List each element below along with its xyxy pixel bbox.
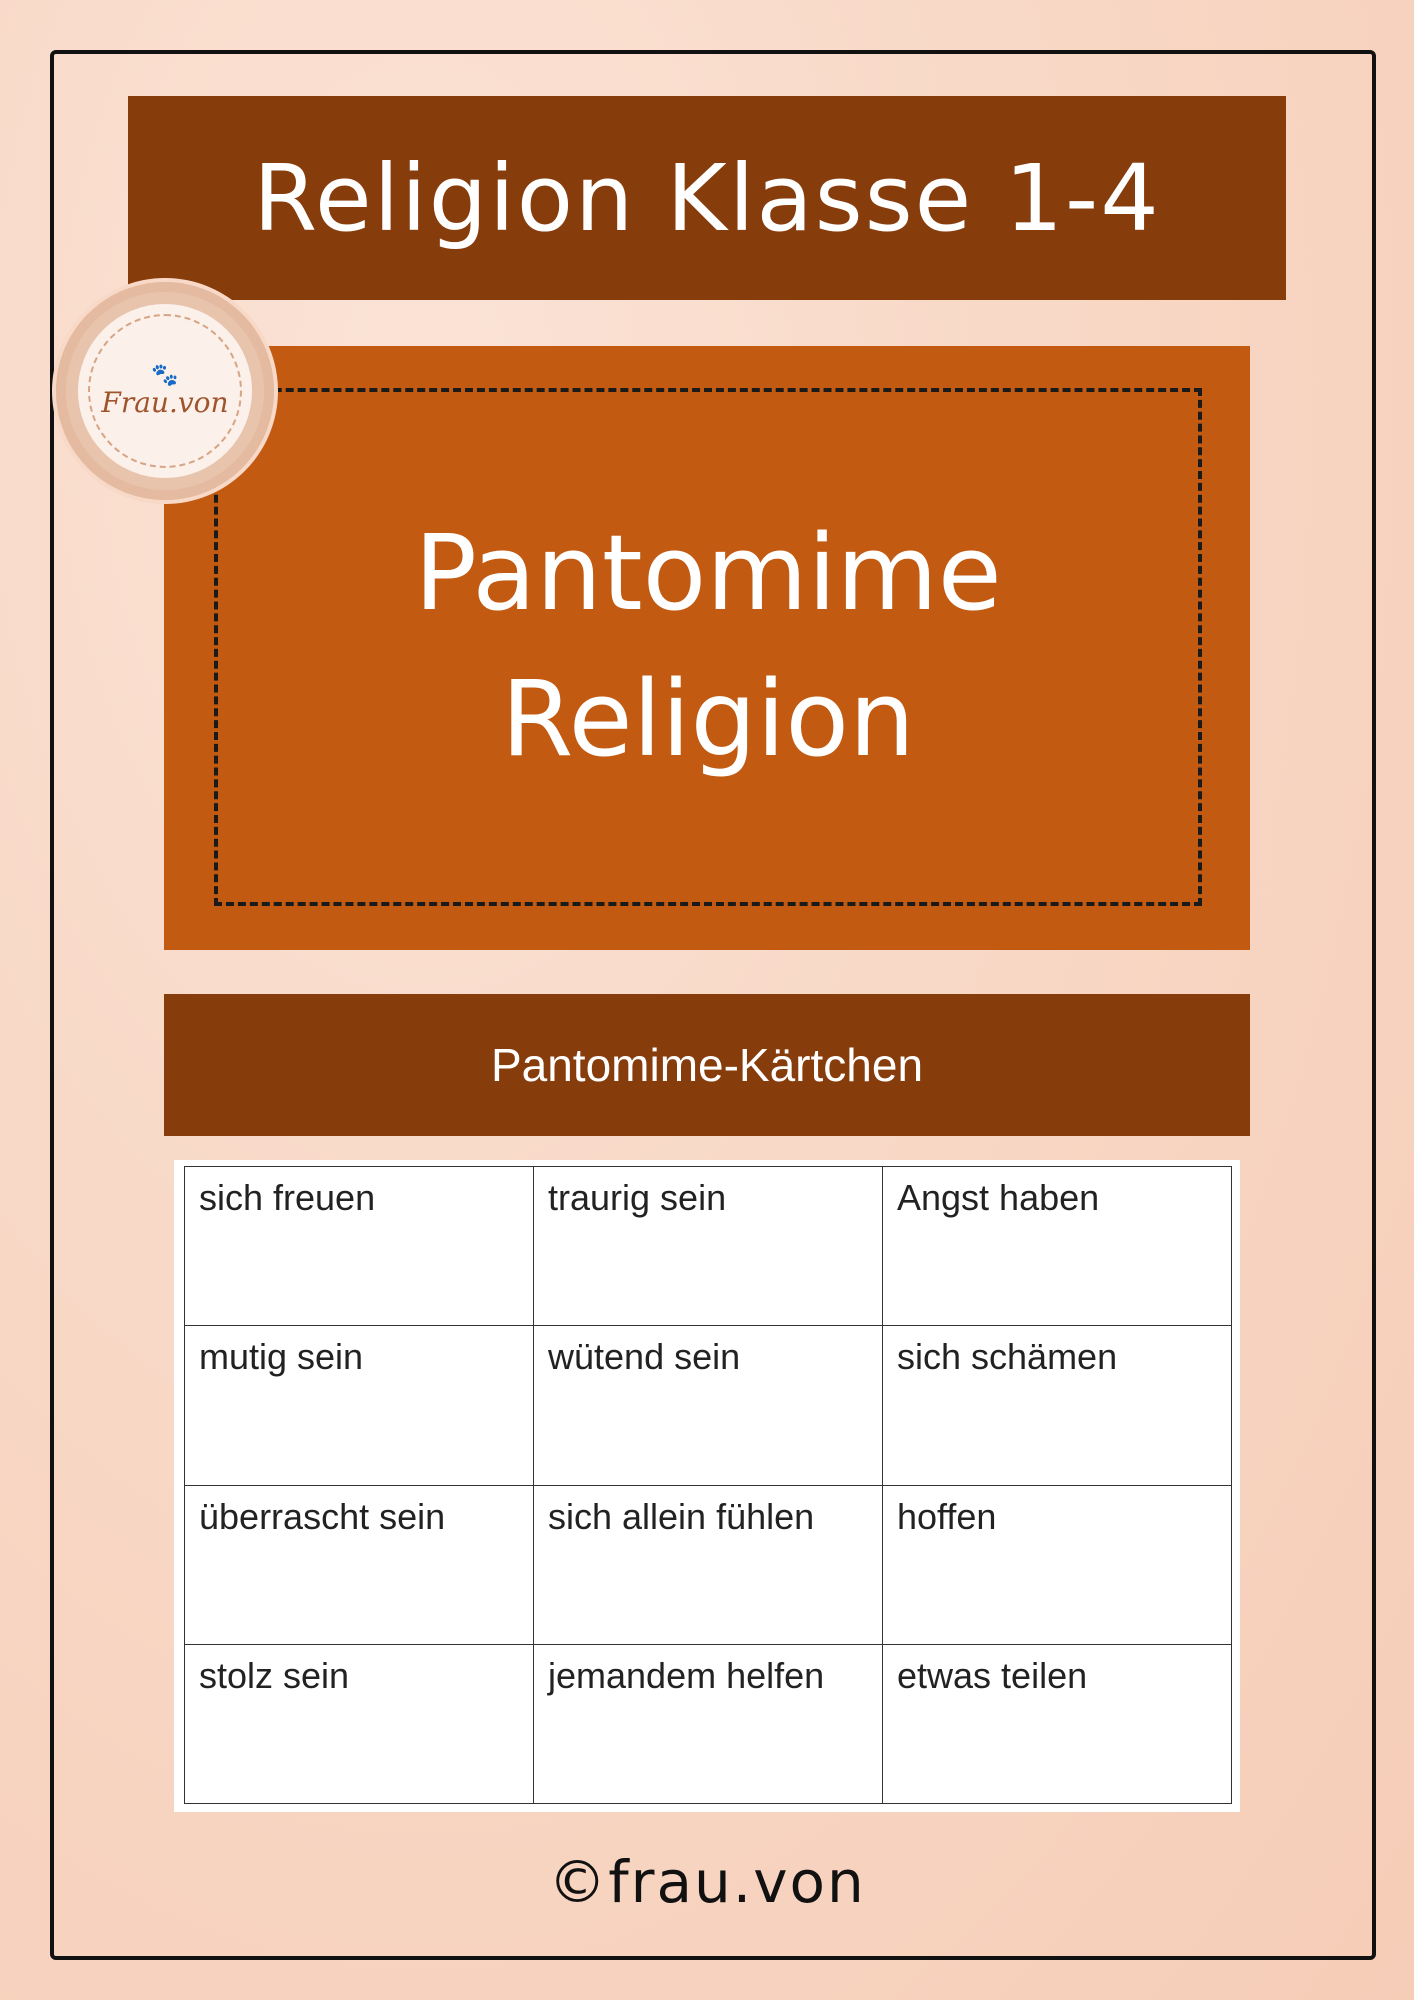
card-cell: sich freuen [185, 1167, 534, 1326]
table-row [185, 1167, 1232, 1326]
paw-icon: 🐾 [151, 361, 179, 387]
card-cell: stolz sein [185, 1644, 534, 1803]
table-row [185, 1326, 1232, 1485]
title-line-2: Religion [501, 658, 915, 780]
cards-table [184, 1166, 1232, 1804]
logo-inner [78, 304, 252, 478]
logo-text: Frau.von [101, 385, 229, 419]
cards-table-wrap [174, 1160, 1240, 1812]
header-bar [128, 96, 1286, 300]
title-dashed-frame [214, 388, 1202, 906]
title-line-1: Pantomime [414, 512, 1002, 635]
card-cell: wütend sein [534, 1326, 883, 1485]
section-title: Pantomime-Kärtchen [490, 1039, 924, 1091]
table-row [185, 1485, 1232, 1644]
card-cell: traurig sein [534, 1167, 883, 1326]
section-bar [164, 994, 1250, 1136]
table-row [185, 1644, 1232, 1803]
card-cell: sich allein fühlen [534, 1485, 883, 1644]
card-cell: hoffen [883, 1485, 1232, 1644]
logo-badge [56, 282, 274, 500]
header-title: Religion Klasse 1-4 [253, 144, 1161, 252]
card-cell: sich schämen [883, 1326, 1232, 1485]
card-cell: Angst haben [883, 1167, 1232, 1326]
title-box [164, 346, 1250, 950]
card-cell: jemandem helfen [534, 1644, 883, 1803]
card-cell: mutig sein [185, 1326, 534, 1485]
copyright: ©frau.von [548, 1848, 866, 1916]
logo-ring [88, 314, 242, 468]
card-cell: etwas teilen [883, 1644, 1232, 1803]
card-cell: überrascht sein [185, 1485, 534, 1644]
